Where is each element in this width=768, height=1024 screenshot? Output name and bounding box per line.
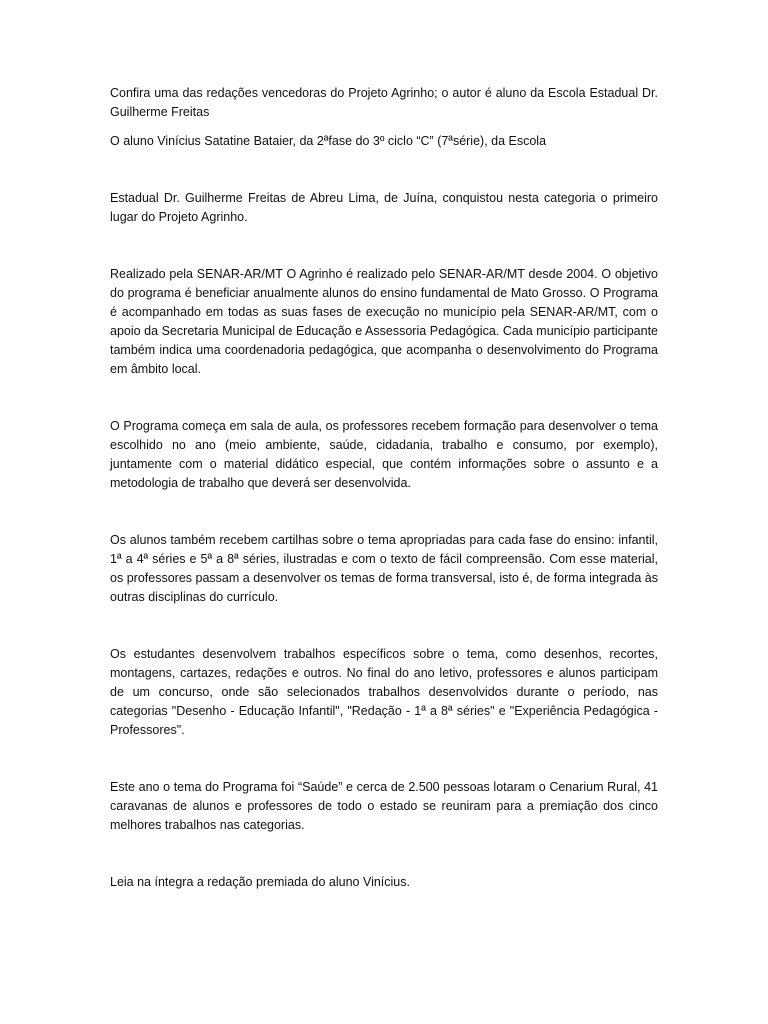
read-more-paragraph: Leia na íntegra a redação premiada do aluno Vinícius. [110, 875, 410, 889]
spacer [110, 740, 658, 778]
classroom-paragraph: O Programa começa em sala de aula, os professores recebem formação para desenvolver o tema escolhido no ano (meio ambiente, saúde, cidadania, trabalho e consumo, por exemplo), juntamente com o material didático especial, que contém informações sobre o assunto e a metodologia de trabalho que deverá ser desenvolvida. [110, 419, 658, 490]
school-paragraph: Estadual Dr. Guilherme Freitas de Abreu Lima, de Juína, conquistou nesta categoria o primeiro lugar do Projeto Agrinho. [110, 191, 658, 224]
spacer [110, 227, 658, 265]
spacer [110, 607, 658, 645]
spacer [110, 151, 658, 189]
booklets-paragraph: Os alunos também recebem cartilhas sobre o tema apropriadas para cada fase do ensino: infantil, 1ª a 4ª séries e 5ª a 8ª séries, ilustradas e com o texto de fácil compreensão. Com esse material, os professores passam a desenvolver os temas de forma transversal, isto é, de forma integrada às outras disciplinas do currículo. [110, 533, 658, 604]
spacer [110, 493, 658, 531]
spacer [110, 835, 658, 873]
spacer [110, 379, 658, 417]
spacer [110, 122, 658, 132]
intro-headline-paragraph: Confira uma das redações vencedoras do Projeto Agrinho; o autor é aluno da Escola Estadual Dr. Guilherme Freitas [110, 86, 658, 119]
program-overview-paragraph: Realizado pela SENAR-AR/MT O Agrinho é realizado pelo SENAR-AR/MT desde 2004. O objetivo do programa é beneficiar anualmente alunos do ensino fundamental de Mato Grosso. O Programa é acompanhado em todas as suas fases de execução no município pela SENAR-AR/MT, com o apoio da Secretaria Municipal de Educação e Assessoria Pedagógica. Cada município participante também indica uma coordenadoria pedagógica, que acompanha o desenvolvimento do Programa em âmbito local. [110, 267, 658, 376]
student-paragraph: O aluno Vinícius Satatine Bataier, da 2ªfase do 3º ciclo “C” (7ªsérie), da Escola [110, 134, 547, 148]
document-body [110, 84, 658, 892]
contest-paragraph: Os estudantes desenvolvem trabalhos específicos sobre o tema, como desenhos, recortes, montagens, cartazes, redações e outros. No final do ano letivo, professores e alunos participam de um concurso, onde são selecionados trabalhos desenvolvidos durante o período, nas categorias "Desenho - Educação Infantil", "Redação - 1ª a 8ª séries" e "Experiência Pedagógica - Professores". [110, 647, 658, 737]
theme-paragraph: Este ano o tema do Programa foi “Saúde” e cerca de 2.500 pessoas lotaram o Cenarium Rural, 41 caravanas de alunos e professores de todo o estado se reuniram para a premiação dos cinco melhores trabalhos nas categorias. [110, 780, 658, 832]
